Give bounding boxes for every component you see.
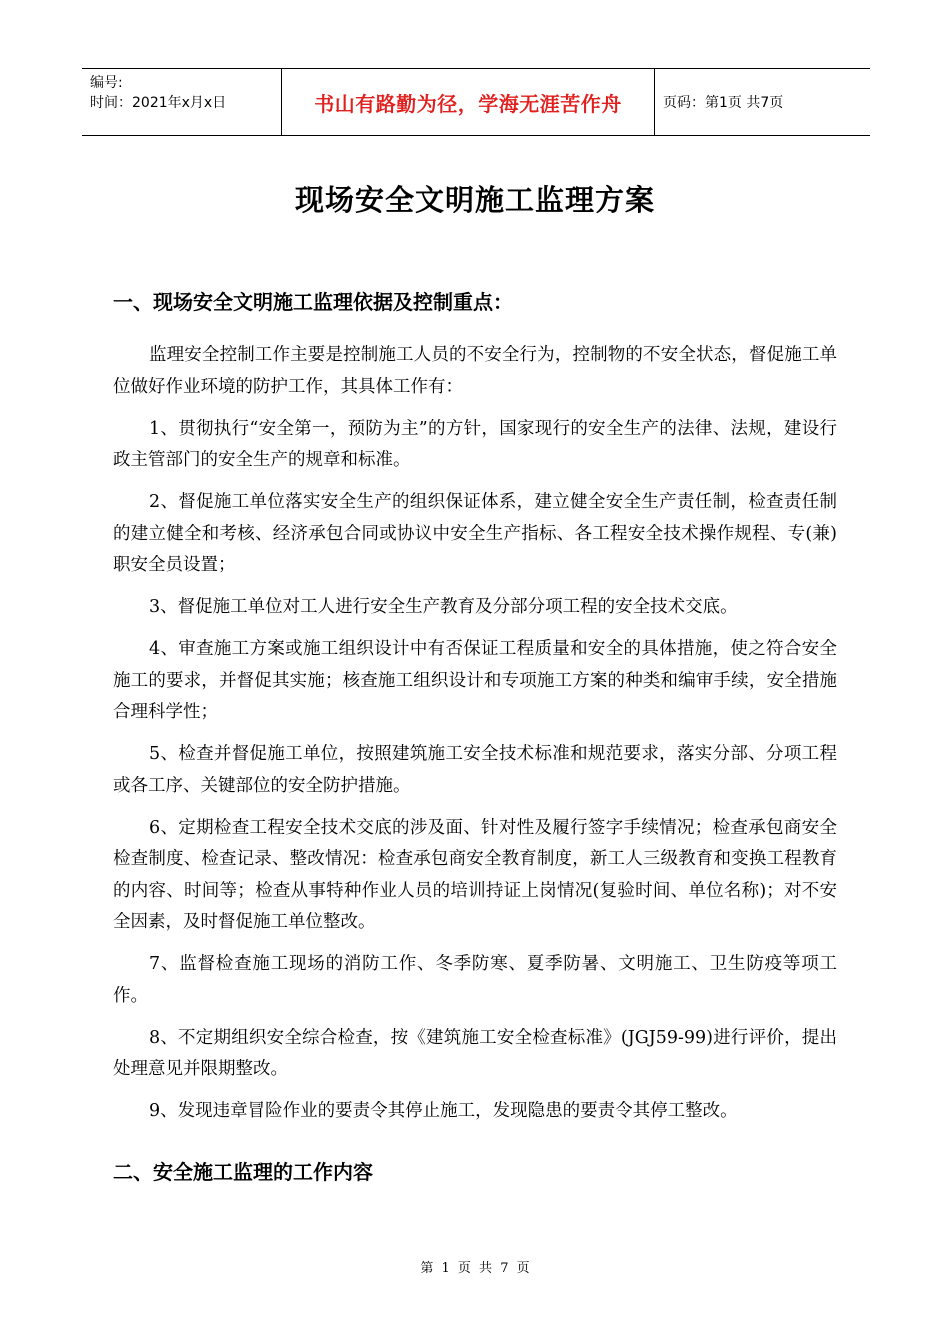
section-heading-1: 一、现场安全文明施工监理依据及控制重点：: [113, 290, 513, 314]
paragraph: 3、督促施工单位对工人进行安全生产教育及分部分项工程的安全技术交底。: [149, 597, 738, 617]
paragraph: 6、定期检查工程安全技术交底的涉及面、针对性及履行签字手续情况；检查承包商安全检查制度、检查记录、整改情况：检查承包商安全教育制度，新工人三级教育和变换工程教育的内容、时间等；检查从事特种作业人员的培训持证上岗情况(复验时间、单位名称)；对不安全因素，及时督促施工单位整改。: [113, 817, 837, 932]
paragraph: 4、审查施工方案或施工组织设计中有否保证工程质量和安全的具体措施，使之符合安全施工的要求，并督促其实施；核查施工组织设计和专项施工方案的种类和编审手续，安全措施合理科学性；: [113, 639, 837, 722]
section-heading-2: 二、安全施工监理的工作内容: [113, 1160, 373, 1184]
page-footer: 第 1 页 共 7 页: [420, 1261, 530, 1276]
document-time-label: 时间：2021年x月x日: [90, 95, 227, 111]
paragraph: 监理安全控制工作主要是控制施工人员的不安全行为，控制物的不安全状态，督促施工单位做好作业环境的防护工作，其具体工作有：: [113, 345, 837, 397]
header-table: [82, 68, 870, 136]
header-page-info: 页码：第1页 共7页: [663, 95, 784, 111]
document-body: [113, 340, 837, 1138]
paragraph: 8、不定期组织安全综合检查，按《建筑施工安全检查标准》(JGJ59-99)进行评价，提出处理意见并限期整改。: [113, 1027, 837, 1079]
document-number-label: 编号:: [90, 75, 123, 91]
header-left-cell: [82, 69, 281, 135]
paragraph: 1、贯彻执行“安全第一，预防为主”的方针，国家现行的安全生产的法律、法规，建设行政主管部门的安全生产的规章和标准。: [113, 418, 837, 470]
header-motto: 书山有路勤为径，学海无涯苦作舟: [281, 69, 655, 135]
paragraph: 9、发现违章冒险作业的要责令其停止施工，发现隐患的要责令其停工整改。: [149, 1101, 738, 1121]
paragraph: 7、监督检查施工现场的消防工作、冬季防寒、夏季防暑、文明施工、卫生防疫等项工作。: [113, 954, 837, 1006]
document-title: 现场安全文明施工监理方案: [294, 183, 655, 217]
paragraph: 2、督促施工单位落实安全生产的组织保证体系，建立健全安全生产责任制，检查责任制的建立健全和考核、经济承包合同或协议中安全生产指标、各工程安全技术操作规程、专(兼)职安全员设置；: [113, 492, 837, 575]
paragraph: 5、检查并督促施工单位，按照建筑施工安全技术标准和规范要求，落实分部、分项工程或各工序、关键部位的安全防护措施。: [113, 744, 837, 796]
